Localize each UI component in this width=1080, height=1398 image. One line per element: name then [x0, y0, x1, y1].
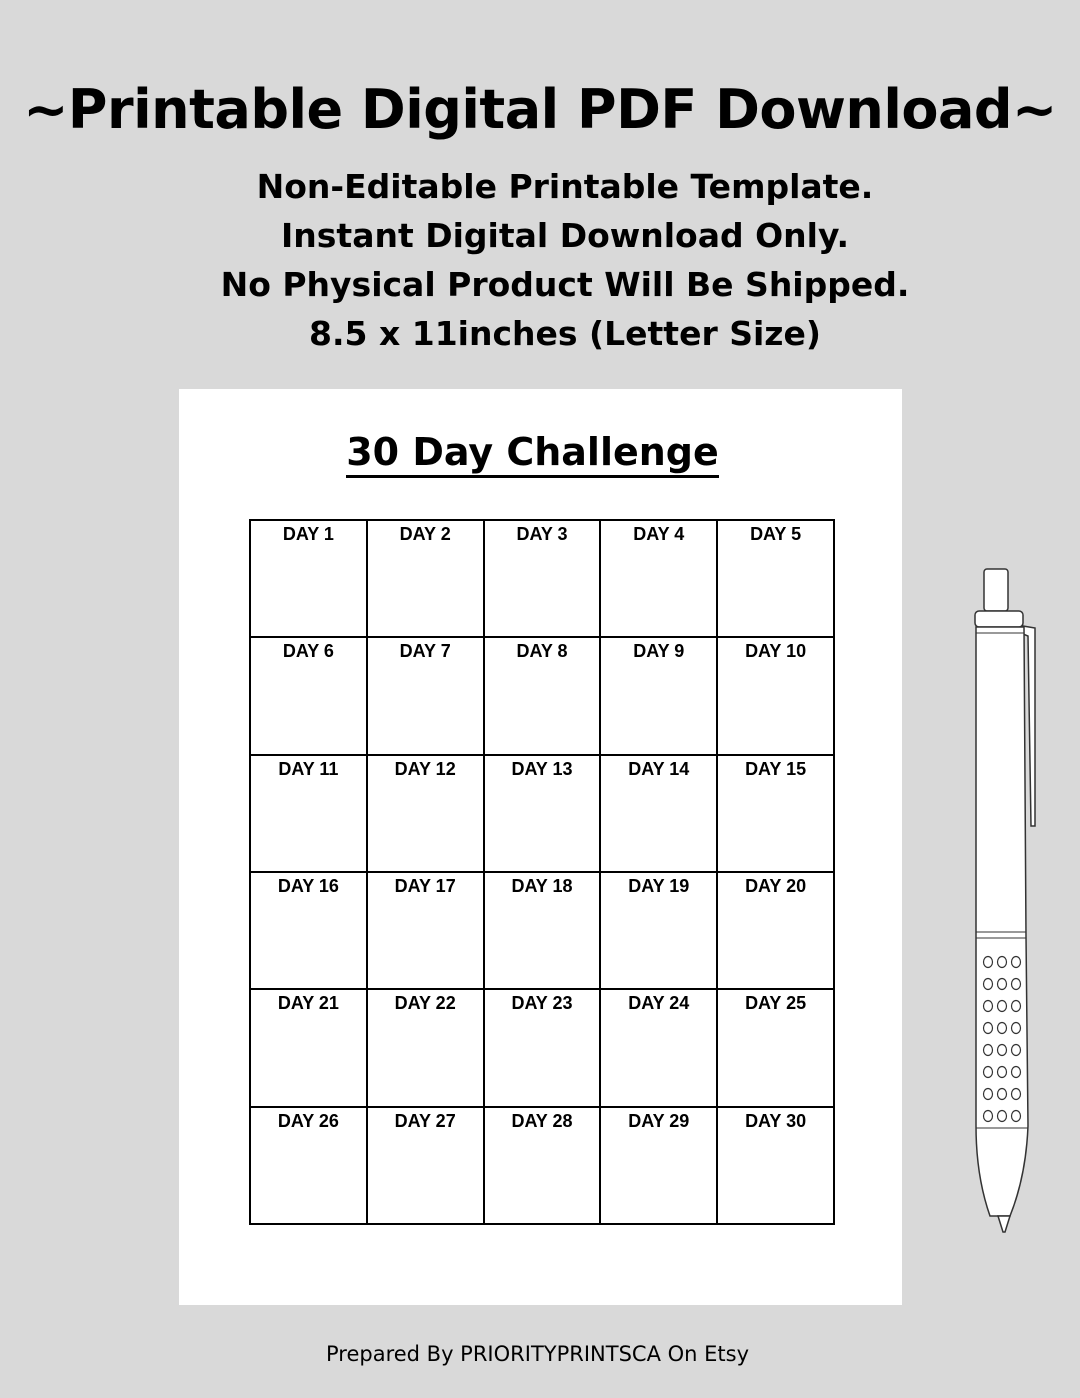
day-cell: DAY 25	[718, 990, 835, 1107]
pen-icon	[960, 566, 1040, 1236]
note-line: Instant Digital Download Only.	[281, 216, 849, 255]
day-cell: DAY 13	[485, 756, 602, 873]
day-cell: DAY 16	[251, 873, 368, 990]
day-cell: DAY 27	[368, 1108, 485, 1225]
day-cell: DAY 8	[485, 638, 602, 755]
day-cell: DAY 14	[601, 756, 718, 873]
day-cell: DAY 7	[368, 638, 485, 755]
day-cell: DAY 28	[485, 1108, 602, 1225]
day-cell: DAY 24	[601, 990, 718, 1107]
day-cell: DAY 4	[601, 521, 718, 638]
day-cell: DAY 22	[368, 990, 485, 1107]
day-cell: DAY 30	[718, 1108, 835, 1225]
day-cell: DAY 23	[485, 990, 602, 1107]
day-cell: DAY 26	[251, 1108, 368, 1225]
footer-credit: Prepared By PRIORITYPRINTSCA On Etsy	[325, 1342, 749, 1366]
day-cell: DAY 2	[368, 521, 485, 638]
note-line: No Physical Product Will Be Shipped.	[220, 265, 910, 304]
sheet-title	[179, 427, 902, 478]
note-line: 8.5 x 11inches (Letter Size)	[309, 314, 821, 353]
sheet-title-text: 30 Day Challenge	[346, 429, 719, 478]
day-cell: DAY 20	[718, 873, 835, 990]
day-cell: DAY 29	[601, 1108, 718, 1225]
page-title: ~Printable Digital PDF Download~	[23, 78, 1057, 141]
day-cell: DAY 5	[718, 521, 835, 638]
day-grid	[249, 519, 835, 1225]
day-cell: DAY 21	[251, 990, 368, 1107]
day-cell: DAY 19	[601, 873, 718, 990]
day-cell: DAY 3	[485, 521, 602, 638]
day-cell: DAY 9	[601, 638, 718, 755]
printable-sheet-preview	[179, 389, 902, 1305]
day-cell: DAY 18	[485, 873, 602, 990]
note-line: Non-Editable Printable Template.	[256, 167, 874, 206]
day-cell: DAY 12	[368, 756, 485, 873]
day-cell: DAY 15	[718, 756, 835, 873]
day-cell: DAY 1	[251, 521, 368, 638]
day-cell: DAY 11	[251, 756, 368, 873]
product-notes	[0, 162, 1080, 358]
day-cell: DAY 10	[718, 638, 835, 755]
day-cell: DAY 6	[251, 638, 368, 755]
day-cell: DAY 17	[368, 873, 485, 990]
